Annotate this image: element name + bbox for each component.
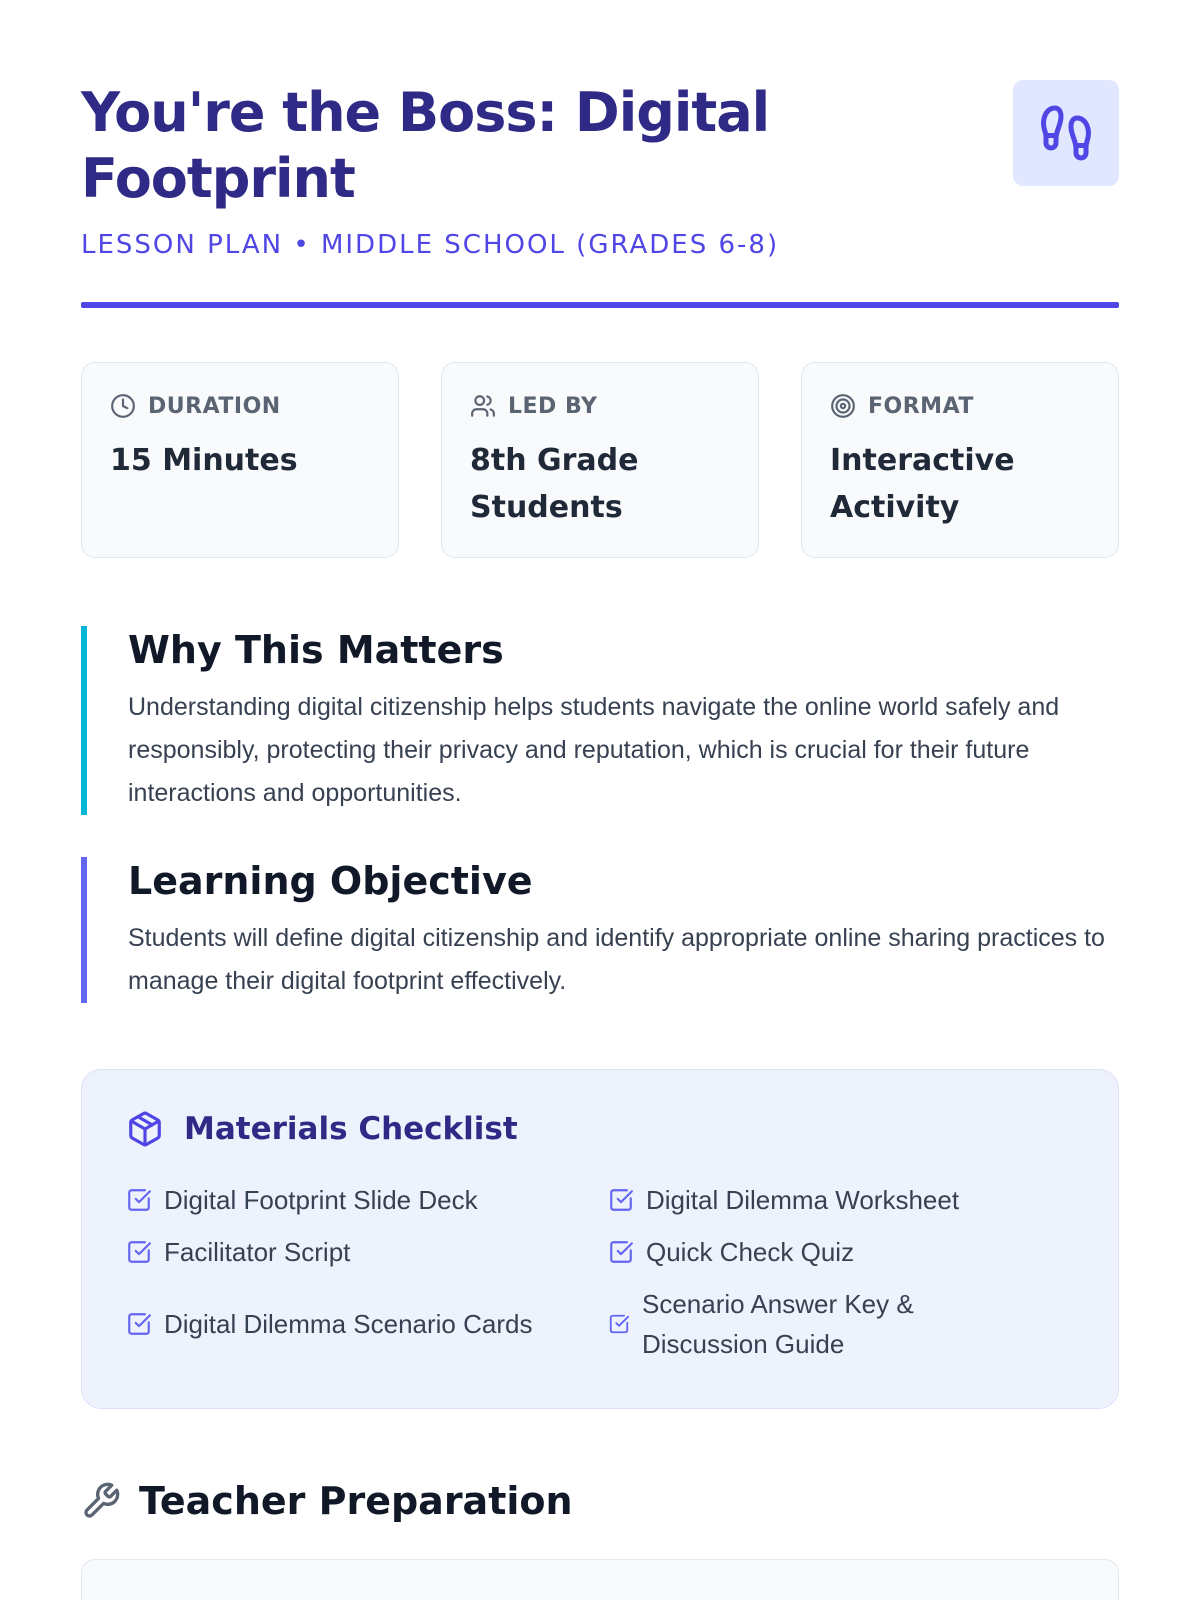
info-cards [81,362,1119,558]
teacher-preparation-header [81,1479,1119,1523]
objective-body: Students will define digital citizenship and identify appropriate online sharing practices to manage their digital footprint effectively. [128,924,1105,995]
wrench-icon [81,1481,121,1521]
teacher-preparation-card [81,1559,1119,1600]
clock-icon [110,393,136,419]
led-by-card [441,362,759,558]
objective-accent-bar [81,857,87,1003]
materials-item [608,1174,1048,1226]
materials-list [126,1174,1074,1370]
page-subtitle: LESSON PLAN • MIDDLE SCHOOL (GRADES 6-8) [81,230,780,260]
duration-card [81,362,399,558]
duration-value: 15 Minutes [110,443,298,478]
materials-item [126,1226,608,1278]
checkbox-checked-icon [126,1239,152,1265]
box-icon [126,1110,164,1148]
why-this-matters-section [81,626,1119,815]
target-icon [830,393,856,419]
duration-label: DURATION [148,393,281,419]
header-divider [81,302,1119,308]
checkbox-checked-icon [608,1313,630,1335]
materials-item [608,1226,1048,1278]
why-heading: Why This Matters [128,628,504,672]
why-accent-bar [81,626,87,815]
materials-item-label: Facilitator Script [164,1237,351,1267]
materials-item [126,1278,608,1370]
materials-item-label: Digital Dilemma Scenario Cards [164,1309,533,1339]
materials-item-label: Scenario Answer Key & Discussion Guide [642,1289,914,1359]
why-body: Understanding digital citizenship helps students navigate the online world safely and responsibly, protecting their privacy and reputation, which is crucial for their future interactions and opportunities. [128,693,1060,807]
page-title: You're the Boss: Digital Footprint [81,81,770,210]
objective-heading: Learning Objective [128,859,533,903]
checkbox-checked-icon [608,1239,634,1265]
led-by-value: 8th Grade Students [470,443,639,525]
checkbox-checked-icon [126,1311,152,1337]
footprints-icon [1013,80,1119,186]
checkbox-checked-icon [126,1187,152,1213]
materials-item-label: Digital Footprint Slide Deck [164,1185,478,1215]
materials-item [608,1278,1048,1370]
materials-item [126,1174,608,1226]
learning-objective-section [81,857,1119,1003]
materials-item-label: Digital Dilemma Worksheet [646,1185,960,1215]
checkbox-checked-icon [608,1187,634,1213]
prep-heading: Teacher Preparation [139,1479,573,1523]
materials-checklist [81,1069,1119,1409]
format-card [801,362,1119,558]
led-by-label: LED BY [508,393,598,419]
materials-item-label: Quick Check Quiz [646,1237,855,1267]
users-icon [470,393,496,419]
materials-heading: Materials Checklist [184,1111,518,1147]
header [81,80,1119,260]
format-value: Interactive Activity [830,443,1015,525]
format-label: FORMAT [868,393,974,419]
